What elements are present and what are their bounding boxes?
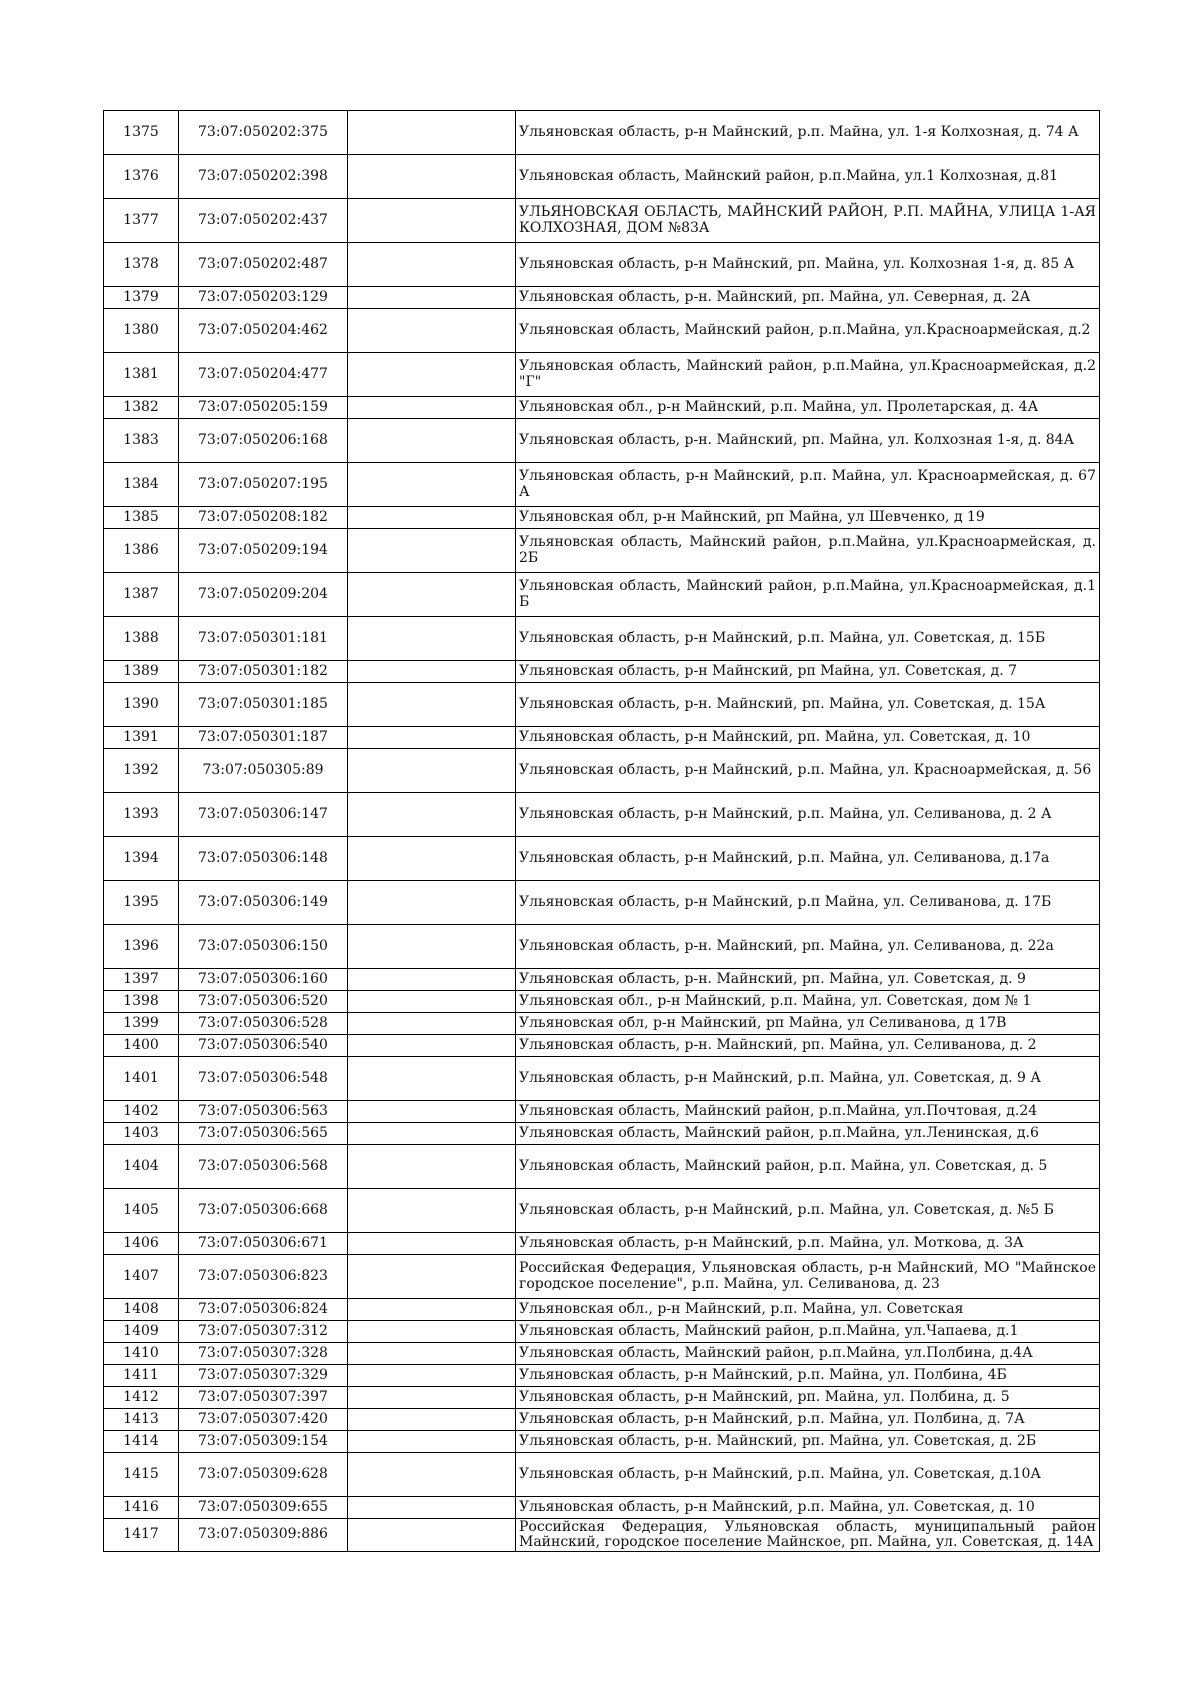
row-number-cell: 1377 [104,199,179,243]
empty-cell [348,309,516,353]
row-number-cell: 1413 [104,1409,179,1431]
empty-cell [348,793,516,837]
row-number-cell: 1410 [104,1343,179,1365]
row-number-cell: 1386 [104,529,179,573]
cadastral-number-cell: 73:07:050307:328 [179,1343,348,1365]
cadastral-number-cell: 73:07:050306:823 [179,1255,348,1299]
cadastral-number-cell: 73:07:050307:329 [179,1365,348,1387]
empty-cell [348,1387,516,1409]
cadastral-number-cell: 73:07:050306:671 [179,1233,348,1255]
row-number-cell: 1383 [104,419,179,463]
cadastral-number-cell: 73:07:050309:886 [179,1519,348,1552]
table-row [104,199,1100,243]
empty-cell [348,1123,516,1145]
table-row [104,1013,1100,1035]
cadastral-number-cell: 73:07:050207:195 [179,463,348,507]
address-cell: Ульяновская обл, р-н Майнский, рп Майна, ул Шевченко, д 19 [516,507,1100,529]
row-number-cell: 1394 [104,837,179,881]
row-number-cell: 1392 [104,749,179,793]
table-row [104,1233,1100,1255]
table-row [104,1453,1100,1497]
table-row [104,155,1100,199]
table-row [104,683,1100,727]
table-row [104,243,1100,287]
row-number-cell: 1417 [104,1519,179,1552]
address-cell: Ульяновская область, р-н Майнский, рп. Майна, ул. Колхозная 1-я, д. 85 А [516,243,1100,287]
cadastral-number-cell: 73:07:050306:548 [179,1057,348,1101]
row-number-cell: 1385 [104,507,179,529]
table-row [104,793,1100,837]
address-cell: Ульяновская область, р-н Майнский, р.п. Майна, ул. Селиванова, д.17а [516,837,1100,881]
row-number-cell: 1376 [104,155,179,199]
empty-cell [348,837,516,881]
cadastral-number-cell: 73:07:050306:824 [179,1299,348,1321]
cadastral-number-cell: 73:07:050205:159 [179,397,348,419]
address-cell: Ульяновская область, Майнский район, р.п.Майна, ул.Почтовая, д.24 [516,1101,1100,1123]
row-number-cell: 1387 [104,573,179,617]
row-number-cell: 1398 [104,991,179,1013]
address-cell: Ульяновская область, р-н Майнский, р.п Майна, ул. Селиванова, д. 17Б [516,881,1100,925]
table-row [104,1189,1100,1233]
table-row [104,1145,1100,1189]
cadastral-number-cell: 73:07:050306:563 [179,1101,348,1123]
empty-cell [348,463,516,507]
empty-cell [348,155,516,199]
address-cell: Ульяновская область, р-н Майнский, р.п. Майна, ул. Советская, д. 15Б [516,617,1100,661]
cadastral-number-cell: 73:07:050301:185 [179,683,348,727]
row-number-cell: 1382 [104,397,179,419]
table-row [104,353,1100,397]
cadastral-number-cell: 73:07:050306:528 [179,1013,348,1035]
cadastral-number-cell: 73:07:050204:477 [179,353,348,397]
address-cell: Ульяновская область, р-н Майнский, рп Майна, ул. Советская, д. 7 [516,661,1100,683]
cadastral-number-cell: 73:07:050203:129 [179,287,348,309]
row-number-cell: 1403 [104,1123,179,1145]
address-cell: Ульяновская область, р-н Майнский, рп. Майна, ул. Полбина, д. 5 [516,1387,1100,1409]
row-number-cell: 1400 [104,1035,179,1057]
empty-cell [348,243,516,287]
row-number-cell: 1384 [104,463,179,507]
empty-cell [348,1101,516,1123]
row-number-cell: 1397 [104,969,179,991]
empty-cell [348,1365,516,1387]
row-number-cell: 1404 [104,1145,179,1189]
address-cell: Ульяновская область, Майнский район, р.п.Майна, ул.1 Колхозная, д.81 [516,155,1100,199]
table-row [104,617,1100,661]
empty-cell [348,1189,516,1233]
address-cell: Ульяновская область, Майнский район, р.п.Майна, ул.Полбина, д.4А [516,1343,1100,1365]
table-row [104,287,1100,309]
cadastral-number-cell: 73:07:050209:194 [179,529,348,573]
cadastral-number-cell: 73:07:050202:375 [179,111,348,155]
cadastral-number-cell: 73:07:050202:398 [179,155,348,199]
cadastral-number-cell: 73:07:050307:420 [179,1409,348,1431]
row-number-cell: 1411 [104,1365,179,1387]
empty-cell [348,397,516,419]
address-cell: Ульяновская область, р-н Майнский, р.п. Майна, ул. Советская, д. 10 [516,1497,1100,1519]
row-number-cell: 1401 [104,1057,179,1101]
cadastral-number-cell: 73:07:050306:565 [179,1123,348,1145]
row-number-cell: 1405 [104,1189,179,1233]
row-number-cell: 1378 [104,243,179,287]
cadastral-number-cell: 73:07:050306:149 [179,881,348,925]
cadastral-number-cell: 73:07:050301:187 [179,727,348,749]
table-row [104,1343,1100,1365]
address-cell: Ульяновская область, р-н Майнский, р.п. Майна, ул. Красноармейская, д. 67 А [516,463,1100,507]
table-body [104,111,1100,1552]
empty-cell [348,1145,516,1189]
empty-cell [348,1453,516,1497]
address-cell: Ульяновская область, Майнский район, р.п.Майна, ул.Ленинская, д.6 [516,1123,1100,1145]
row-number-cell: 1379 [104,287,179,309]
table-row [104,837,1100,881]
table-row [104,1387,1100,1409]
address-cell: Ульяновская область, р-н Майнский, р.п. Майна, ул. Полбина, 4Б [516,1365,1100,1387]
row-number-cell: 1390 [104,683,179,727]
table-row [104,727,1100,749]
address-cell: Ульяновская область, р-н Майнский, р.п. Майна, ул. Советская, д.10А [516,1453,1100,1497]
row-number-cell: 1395 [104,881,179,925]
table-row [104,1299,1100,1321]
address-cell: Ульяновская область, р-н Майнский, р.п. Майна, ул. Советская, д. 9 А [516,1057,1100,1101]
empty-cell [348,1255,516,1299]
cadastral-number-cell: 73:07:050306:147 [179,793,348,837]
table-row [104,1035,1100,1057]
table-row [104,991,1100,1013]
address-cell: Российская Федерация, Ульяновская область, муниципальный район Майнский, городское поселение Майнское, рп. Майна, ул. Советская, д. 14А [516,1519,1100,1552]
address-cell: Ульяновская область, р-н. Майнский, рп. Майна, ул. Советская, д. 15А [516,683,1100,727]
empty-cell [348,727,516,749]
address-cell: Ульяновская область, Майнский район, р.п.Майна, ул.Красноармейская, д.2 [516,309,1100,353]
cadastral-number-cell: 73:07:050209:204 [179,573,348,617]
row-number-cell: 1409 [104,1321,179,1343]
row-number-cell: 1375 [104,111,179,155]
row-number-cell: 1388 [104,617,179,661]
row-number-cell: 1415 [104,1453,179,1497]
empty-cell [348,1035,516,1057]
table-row [104,969,1100,991]
row-number-cell: 1408 [104,1299,179,1321]
row-number-cell: 1396 [104,925,179,969]
address-cell: Ульяновская область, р-н Майнский, р.п. Майна, ул. Красноармейская, д. 56 [516,749,1100,793]
cadastral-number-cell: 73:07:050306:150 [179,925,348,969]
table-row [104,529,1100,573]
row-number-cell: 1399 [104,1013,179,1035]
cadastral-number-cell: 73:07:050309:154 [179,1431,348,1453]
table-row [104,1321,1100,1343]
address-cell: Ульяновская область, р-н. Майнский, рп. Майна, ул. Колхозная 1-я, д. 84А [516,419,1100,463]
cadastral-number-cell: 73:07:050306:568 [179,1145,348,1189]
row-number-cell: 1393 [104,793,179,837]
empty-cell [348,1409,516,1431]
address-cell: Ульяновская область, р-н. Майнский, рп. Майна, ул. Советская, д. 9 [516,969,1100,991]
address-cell: Ульяновская область, р-н. Майнский, рп. Майна, ул. Селиванова, д. 22а [516,925,1100,969]
address-cell: Ульяновская обл., р-н Майнский, р.п. Майна, ул. Советская, дом № 1 [516,991,1100,1013]
cadastral-number-cell: 73:07:050307:397 [179,1387,348,1409]
cadastral-number-cell: 73:07:050204:462 [179,309,348,353]
address-cell: УЛЬЯНОВСКАЯ ОБЛАСТЬ, МАЙНСКИЙ РАЙОН, Р.П. МАЙНА, УЛИЦА 1-АЯ КОЛХОЗНАЯ, ДОМ №83А [516,199,1100,243]
row-number-cell: 1380 [104,309,179,353]
table-row [104,1057,1100,1101]
cadastral-number-cell: 73:07:050305:89 [179,749,348,793]
address-cell: Ульяновская область, Майнский район, р.п.Майна, ул.Чапаева, д.1 [516,1321,1100,1343]
cadastral-number-cell: 73:07:050306:520 [179,991,348,1013]
address-cell: Ульяновская область, р-н Майнский, р.п. Майна, ул. Моткова, д. 3А [516,1233,1100,1255]
table-row [104,507,1100,529]
cadastral-number-cell: 73:07:050301:182 [179,661,348,683]
address-cell: Ульяновская область, р-н. Майнский, рп. Майна, ул. Северная, д. 2А [516,287,1100,309]
empty-cell [348,1431,516,1453]
empty-cell [348,617,516,661]
cadastral-number-cell: 73:07:050306:540 [179,1035,348,1057]
row-number-cell: 1416 [104,1497,179,1519]
table-row [104,1519,1100,1552]
table-row [104,463,1100,507]
cadastral-number-cell: 73:07:050306:668 [179,1189,348,1233]
address-cell: Ульяновская область, р-н Майнский, р.п. Майна, ул. Селиванова, д. 2 А [516,793,1100,837]
table-row [104,925,1100,969]
cadastral-number-cell: 73:07:050202:487 [179,243,348,287]
row-number-cell: 1391 [104,727,179,749]
empty-cell [348,507,516,529]
empty-cell [348,749,516,793]
cadastral-number-cell: 73:07:050307:312 [179,1321,348,1343]
row-number-cell: 1414 [104,1431,179,1453]
empty-cell [348,287,516,309]
row-number-cell: 1407 [104,1255,179,1299]
empty-cell [348,969,516,991]
empty-cell [348,1299,516,1321]
row-number-cell: 1381 [104,353,179,397]
row-number-cell: 1402 [104,1101,179,1123]
table-row [104,397,1100,419]
address-cell: Российская Федерация, Ульяновская область, р-н Майнский, МО "Майнское городское поселение", р.п. Майна, ул. Селиванова, д. 23 [516,1255,1100,1299]
table-row [104,661,1100,683]
cadastral-number-cell: 73:07:050309:628 [179,1453,348,1497]
address-cell: Ульяновская обл., р-н Майнский, р.п. Майна, ул. Советская [516,1299,1100,1321]
table-row [104,111,1100,155]
address-cell: Ульяновская область, р-н. Майнский, рп. Майна, ул. Советская, д. 2Б [516,1431,1100,1453]
empty-cell [348,111,516,155]
address-cell: Ульяновская область, р-н Майнский, рп. Майна, ул. Советская, д. 10 [516,727,1100,749]
row-number-cell: 1389 [104,661,179,683]
address-cell: Ульяновская область, Майнский район, р.п.Майна, ул.Красноармейская, д.2 "Г" [516,353,1100,397]
cadastral-number-cell: 73:07:050202:437 [179,199,348,243]
cadastral-number-cell: 73:07:050208:182 [179,507,348,529]
address-cell: Ульяновская обл, р-н Майнский, рп Майна, ул Селиванова, д 17В [516,1013,1100,1035]
empty-cell [348,529,516,573]
empty-cell [348,881,516,925]
empty-cell [348,1497,516,1519]
cadastral-number-cell: 73:07:050306:160 [179,969,348,991]
empty-cell [348,661,516,683]
address-cell: Ульяновская обл., р-н Майнский, р.п. Майна, ул. Пролетарская, д. 4А [516,397,1100,419]
cadastral-number-cell: 73:07:050206:168 [179,419,348,463]
table-row [104,1101,1100,1123]
table-row [104,1497,1100,1519]
table-row [104,573,1100,617]
table-row [104,1409,1100,1431]
empty-cell [348,419,516,463]
empty-cell [348,925,516,969]
empty-cell [348,1233,516,1255]
row-number-cell: 1406 [104,1233,179,1255]
table-row [104,1365,1100,1387]
table-row [104,1255,1100,1299]
empty-cell [348,1321,516,1343]
address-cell: Ульяновская область, р-н. Майнский, рп. Майна, ул. Селиванова, д. 2 [516,1035,1100,1057]
table-row [104,749,1100,793]
row-number-cell: 1412 [104,1387,179,1409]
empty-cell [348,1057,516,1101]
empty-cell [348,353,516,397]
empty-cell [348,683,516,727]
address-cell: Ульяновская область, р-н Майнский, р.п. Майна, ул. 1-я Колхозная, д. 74 А [516,111,1100,155]
table-row [104,1123,1100,1145]
address-cell: Ульяновская область, р-н Майнский, р.п. Майна, ул. Полбина, д. 7А [516,1409,1100,1431]
table-row [104,309,1100,353]
empty-cell [348,573,516,617]
table-row [104,419,1100,463]
land-plot-table [103,110,1100,1552]
address-cell: Ульяновская область, Майнский район, р.п.Майна, ул.Красноармейская, д. 2Б [516,529,1100,573]
address-cell: Ульяновская область, Майнский район, р.п. Майна, ул. Советская, д. 5 [516,1145,1100,1189]
empty-cell [348,1343,516,1365]
table-row [104,881,1100,925]
table-row [104,1431,1100,1453]
empty-cell [348,1013,516,1035]
address-cell: Ульяновская область, р-н Майнский, р.п. Майна, ул. Советская, д. №5 Б [516,1189,1100,1233]
empty-cell [348,1519,516,1552]
cadastral-number-cell: 73:07:050309:655 [179,1497,348,1519]
cadastral-number-cell: 73:07:050301:181 [179,617,348,661]
cadastral-number-cell: 73:07:050306:148 [179,837,348,881]
empty-cell [348,991,516,1013]
address-cell: Ульяновская область, Майнский район, р.п.Майна, ул.Красноармейская, д.1 Б [516,573,1100,617]
empty-cell [348,199,516,243]
